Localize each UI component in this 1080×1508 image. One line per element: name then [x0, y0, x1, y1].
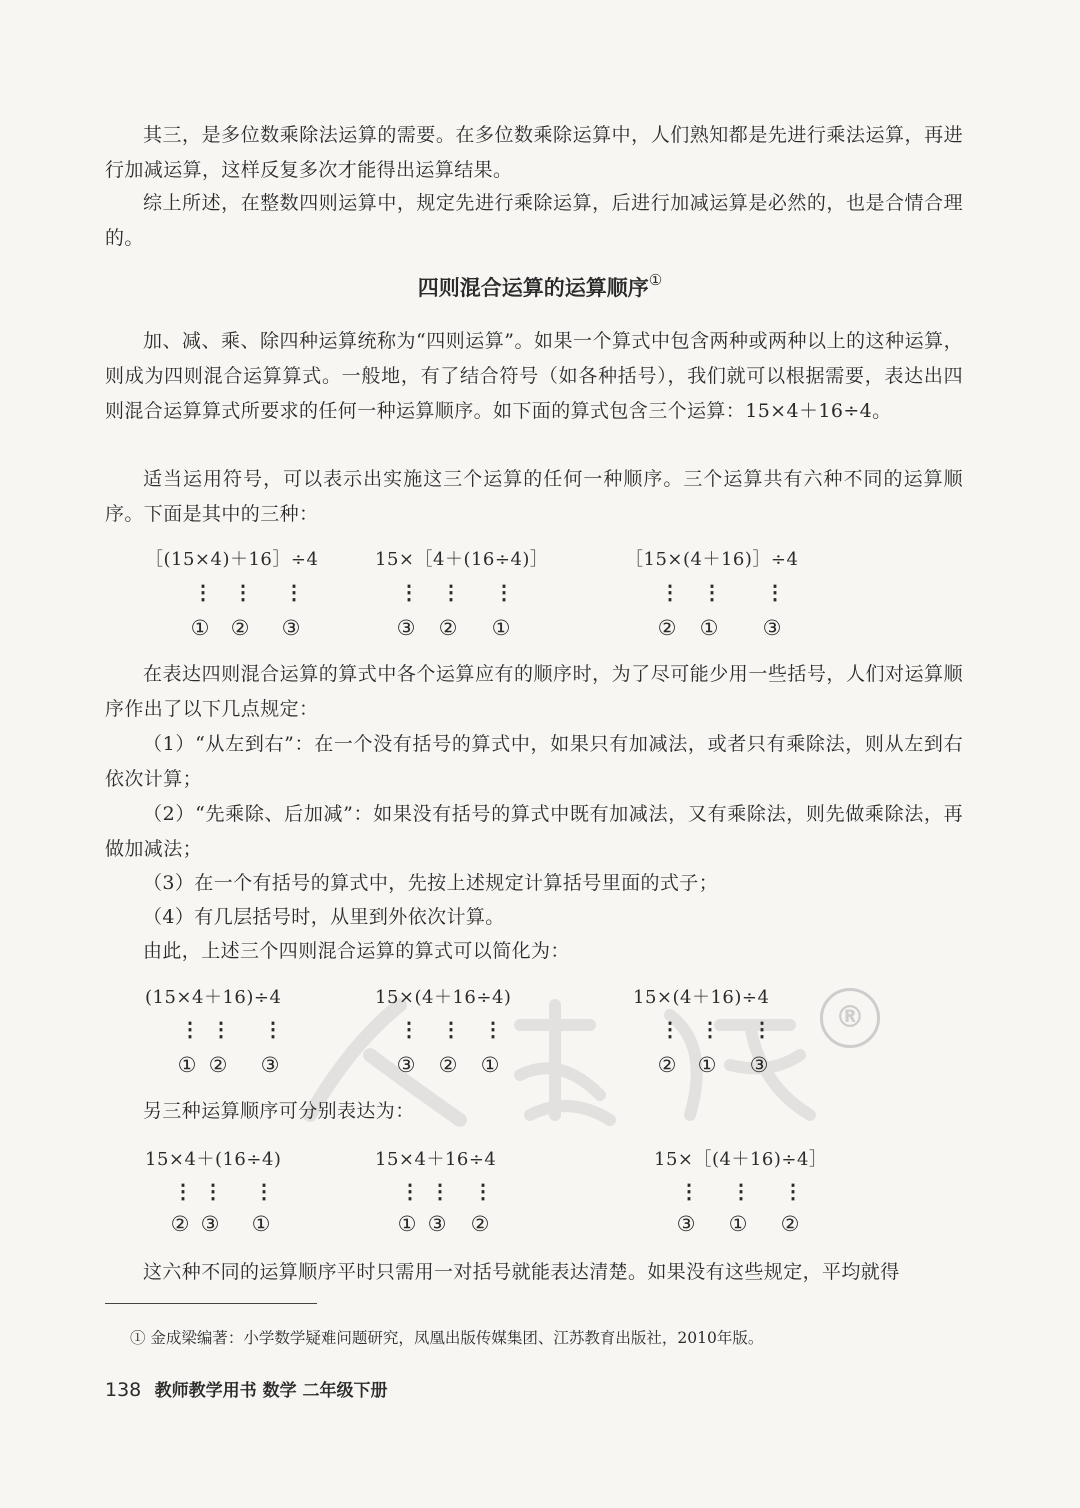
order-dots: ⋮ [679, 1179, 699, 1203]
rule-inner-to-outer: （4）有几层括号时，从里到外依次计算。 [143, 906, 505, 928]
order-number: ① [728, 1212, 748, 1236]
order-number: ② [780, 1212, 800, 1236]
order-dots: ⋮ [263, 1017, 283, 1041]
order-dots: ⋮ [203, 1179, 223, 1203]
section-heading [0, 272, 1080, 302]
order-dots: ⋮ [494, 580, 514, 604]
footnote: ① 金成梁编著：小学数学疑难问题研究，凤凰出版传媒集团、江苏教育出版社，2010年版。 [130, 1329, 764, 1347]
order-dots: ⋮ [399, 580, 419, 604]
expression: 15×4＋16÷4 [375, 1149, 497, 1170]
order-number: ② [438, 1053, 458, 1077]
registered-mark: ® [820, 988, 880, 1048]
order-dots: ⋮ [700, 1017, 720, 1041]
order-number: ③ [200, 1212, 220, 1236]
footnote-marker: ① [648, 271, 663, 289]
order-dots: ⋮ [180, 1017, 200, 1041]
order-dots: ⋮ [765, 580, 785, 604]
order-number: ① [699, 616, 719, 640]
order-number: ③ [427, 1212, 447, 1236]
order-dots: ⋮ [783, 1179, 803, 1203]
expression: 15×(4＋16)÷4 [633, 987, 770, 1008]
order-dots: ⋮ [233, 580, 253, 604]
order-dots: ⋮ [702, 580, 722, 604]
expression: ［(15×4)＋16］÷4 [145, 549, 319, 570]
order-dots: ⋮ [441, 1017, 461, 1041]
order-number: ① [397, 1212, 417, 1236]
order-dots: ⋮ [254, 1179, 274, 1203]
order-number: ① [251, 1212, 271, 1236]
paragraph-rules-intro: 在表达四则混合运算的算式中各个运算应有的顺序时，为了尽可能少用一些括号，人们对运算顺序作出了以下几点规定： [105, 663, 963, 720]
order-number: ③ [396, 1053, 416, 1077]
order-dots: ⋮ [483, 1017, 503, 1041]
paragraph-four-operations: 加、减、乘、除四种运算统称为“四则运算”。如果一个算式中包含两种或两种以上的这种运算，则成为四则混合运算算式。一般地，有了结合符号（如各种括号），我们就可以根据需要，表达出四则混合运算算式所要求的任何一种运算顺序。如下面的算式包含三个运算：15×4＋16÷4。 [105, 330, 963, 422]
order-number: ② [230, 616, 250, 640]
order-dots: ⋮ [400, 1179, 420, 1203]
paragraph-simplified: 由此，上述三个四则混合运算的算式可以简化为： [143, 940, 570, 962]
paragraph-multiplication-reason: 其三，是多位数乘除法运算的需要。在多位数乘除运算中，人们熟知都是先进行乘法运算，再进行加减运算，这样反复多次才能得出运算结果。 [105, 124, 963, 181]
order-number: ③ [396, 616, 416, 640]
order-number: ① [177, 1053, 197, 1077]
paragraph-other-three: 另三种运算顺序可分别表达为： [143, 1100, 415, 1122]
order-dots: ⋮ [660, 1017, 680, 1041]
paragraph-conclusion: 综上所述，在整数四则运算中，规定先进行乘除运算，后进行加减运算是必然的，也是合情合理的。 [105, 192, 963, 249]
page-number: 138 [105, 1379, 142, 1401]
order-dots: ⋮ [430, 1179, 450, 1203]
order-number: ② [170, 1212, 190, 1236]
expression: 15×［(4＋16)÷4］ [654, 1149, 828, 1170]
book-title: 教师教学用书 数学 二年级下册 [154, 1381, 388, 1401]
order-number: ① [697, 1053, 717, 1077]
order-number: ③ [762, 616, 782, 640]
order-dots: ⋮ [193, 580, 213, 604]
expression: 15×4＋(16÷4) [145, 1149, 282, 1170]
order-number: ② [208, 1053, 228, 1077]
order-number: ① [480, 1053, 500, 1077]
order-dots: ⋮ [284, 580, 304, 604]
order-number: ② [470, 1212, 490, 1236]
footnote-divider [105, 1303, 317, 1304]
order-number: ③ [749, 1053, 769, 1077]
order-number: ③ [676, 1212, 696, 1236]
order-number: ③ [281, 616, 301, 640]
heading-text: 四则混合运算的运算顺序 [417, 276, 649, 300]
order-dots: ⋮ [473, 1179, 493, 1203]
expression: ［15×(4＋16)］÷4 [625, 549, 799, 570]
rule-left-to-right: （1）“从左到右”：在一个没有括号的算式中，如果只有加减法，或者只有乘除法，则从左到右依次计算； [105, 733, 963, 790]
paragraph-six-orders: 适当运用符号，可以表示出实施这三个运算的任何一种顺序。三个运算共有六种不同的运算顺序。下面是其中的三种： [105, 468, 963, 525]
order-number: ② [657, 616, 677, 640]
paragraph-summary: 这六种不同的运算顺序平时只需用一对括号就能表达清楚。如果没有这些规定，平均就得 [143, 1261, 900, 1283]
order-dots: ⋮ [731, 1179, 751, 1203]
rule-brackets-first: （3）在一个有括号的算式中，先按上述规定计算括号里面的式子； [143, 872, 719, 894]
order-dots: ⋮ [752, 1017, 772, 1041]
expression: 15×［4＋(16÷4)］ [375, 549, 549, 570]
order-dots: ⋮ [211, 1017, 231, 1041]
order-number: ① [190, 616, 210, 640]
page-footer [105, 1376, 388, 1401]
order-dots: ⋮ [399, 1017, 419, 1041]
expression: 15×(4＋16÷4) [375, 987, 512, 1008]
order-number: ② [438, 616, 458, 640]
order-number: ③ [260, 1053, 280, 1077]
order-number: ① [491, 616, 511, 640]
order-dots: ⋮ [173, 1179, 193, 1203]
rule-multiply-first: （2）“先乘除、后加减”：如果没有括号的算式中既有加减法，又有乘除法，则先做乘除法，再做加减法； [105, 803, 963, 860]
order-dots: ⋮ [660, 580, 680, 604]
order-dots: ⋮ [441, 580, 461, 604]
expression: (15×4＋16)÷4 [145, 987, 282, 1008]
order-number: ② [657, 1053, 677, 1077]
